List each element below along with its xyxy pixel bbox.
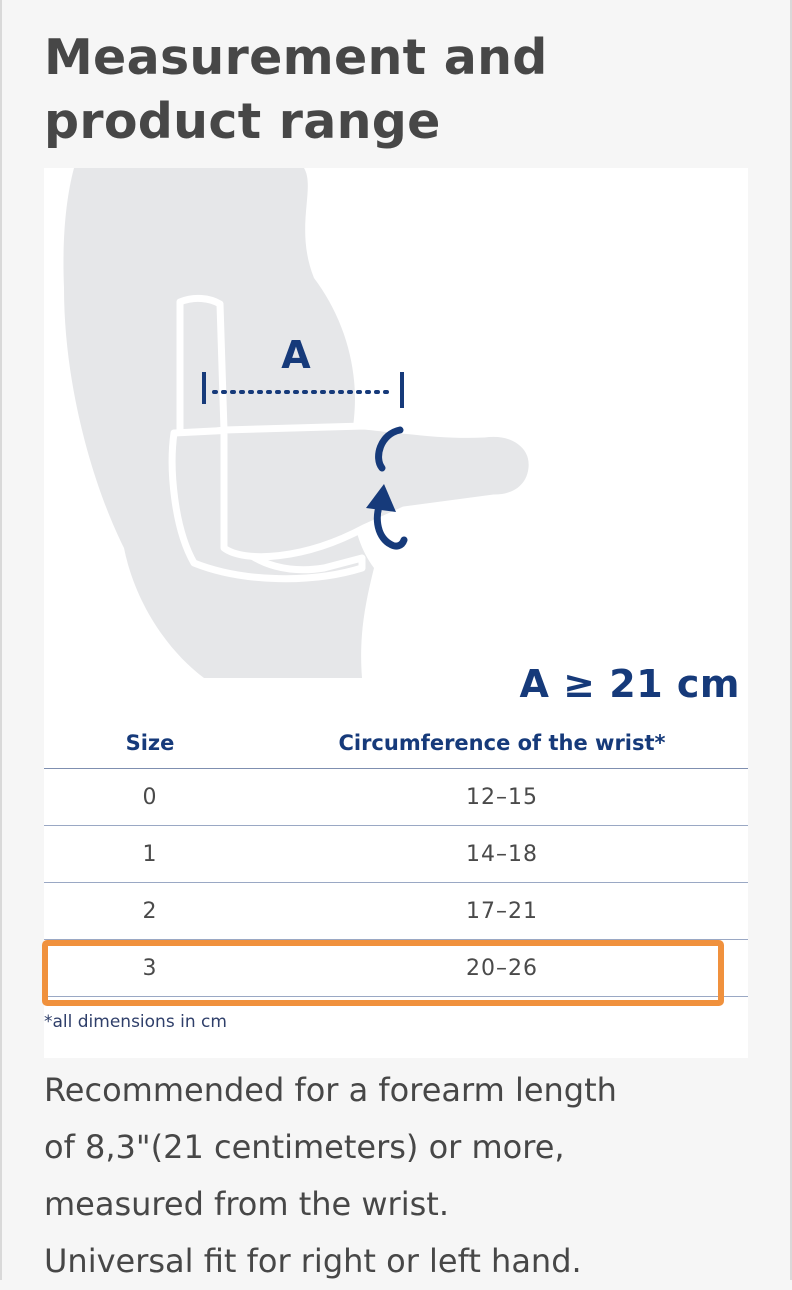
- circumference-cell: 14–18: [256, 826, 748, 883]
- circumference-cell: 12–15: [256, 769, 748, 826]
- size-table: [44, 718, 748, 997]
- description-line: Recommended for a forearm length: [44, 1071, 617, 1109]
- dimensions-footnote: *all dimensions in cm: [44, 1012, 227, 1032]
- page-title: Measurement and product range: [44, 29, 548, 150]
- table-row: [44, 883, 748, 940]
- table-header-row: [44, 718, 748, 769]
- size-column-header: Size: [44, 718, 256, 769]
- table-row: [44, 769, 748, 826]
- page-left-edge: [0, 0, 2, 1280]
- upper-arm-silhouette: [180, 298, 224, 436]
- table-row-highlighted: [44, 940, 748, 997]
- measurement-figure: [44, 168, 748, 1058]
- description-line: measured from the wrist.: [44, 1185, 449, 1223]
- circumference-cell: 20–26: [256, 940, 748, 997]
- table-row: [44, 826, 748, 883]
- circumference-cell: 17–21: [256, 883, 748, 940]
- measure-label: A: [281, 333, 311, 377]
- size-cell: 1: [44, 826, 256, 883]
- size-cell: 2: [44, 883, 256, 940]
- description-line: Universal fit for right or left hand.: [44, 1242, 582, 1280]
- size-cell: 0: [44, 769, 256, 826]
- circumference-column-header: Circumference of the wrist*: [256, 718, 748, 769]
- size-cell: 3: [44, 940, 256, 997]
- product-description: [44, 1062, 764, 1290]
- forearm-length-formula: A ≥ 21 cm: [519, 662, 740, 706]
- arm-measurement-illustration: [44, 168, 748, 708]
- description-line: of 8,3"(21 centimeters) or more,: [44, 1128, 565, 1166]
